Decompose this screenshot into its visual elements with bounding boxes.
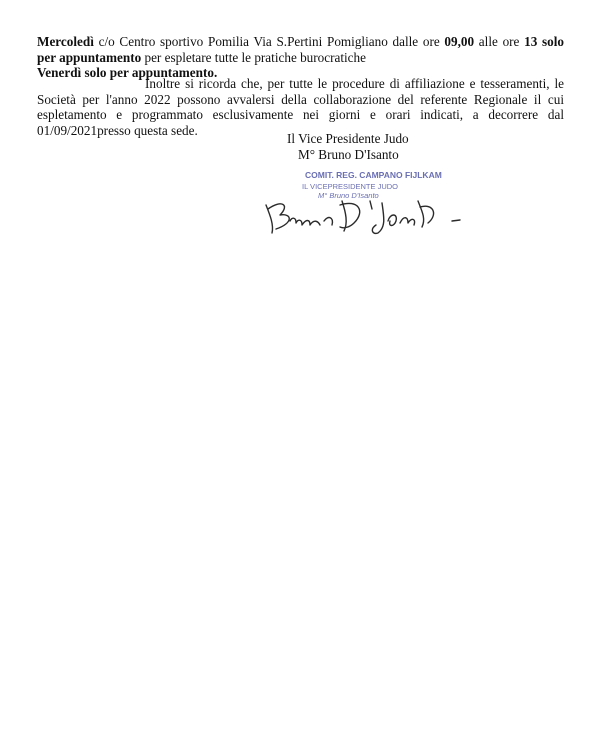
purpose-text: per espletare tutte le pratiche burocratiche bbox=[141, 49, 366, 65]
reminder-text: Inoltre si ricorda che, per tutte le procedure di affiliazione e tesseramenti, le Società per l'anno 2022 possono avvalersi della collaborazione del referente Regionale il cui espletamento e programmato esclusivamente nei giorni e orari indicati, a decorrere dal 01/09/2021presso questa sede. bbox=[37, 76, 564, 138]
time-end: 13 solo per appuntamento bbox=[37, 34, 565, 65]
reminder-paragraph bbox=[37, 76, 564, 138]
stamp-line-2: IL VICEPRESIDENTE JUDO bbox=[302, 182, 398, 191]
stamp-line-1: COMIT. REG. CAMPANO FIJLKAM bbox=[305, 170, 442, 180]
signature-role: Il Vice Presidente Judo bbox=[287, 131, 409, 146]
signature-name: M° Bruno D'Isanto bbox=[298, 147, 399, 162]
time-start: 09,00 bbox=[444, 34, 475, 49]
schedule-paragraph bbox=[37, 34, 564, 81]
time-connector: alle ore bbox=[474, 34, 525, 49]
day-friday: Venerdì solo per appuntamento. bbox=[37, 65, 218, 80]
stamp-and-signature bbox=[262, 165, 472, 240]
handwritten-signature bbox=[266, 201, 460, 233]
stamp-line-3: M° Bruno D'Isanto bbox=[318, 191, 379, 200]
location-text: c/o Centro sportivo Pomilia Via S.Pertini Pomigliano dalle ore bbox=[93, 34, 445, 49]
day-wednesday: Mercoledì bbox=[37, 34, 94, 49]
